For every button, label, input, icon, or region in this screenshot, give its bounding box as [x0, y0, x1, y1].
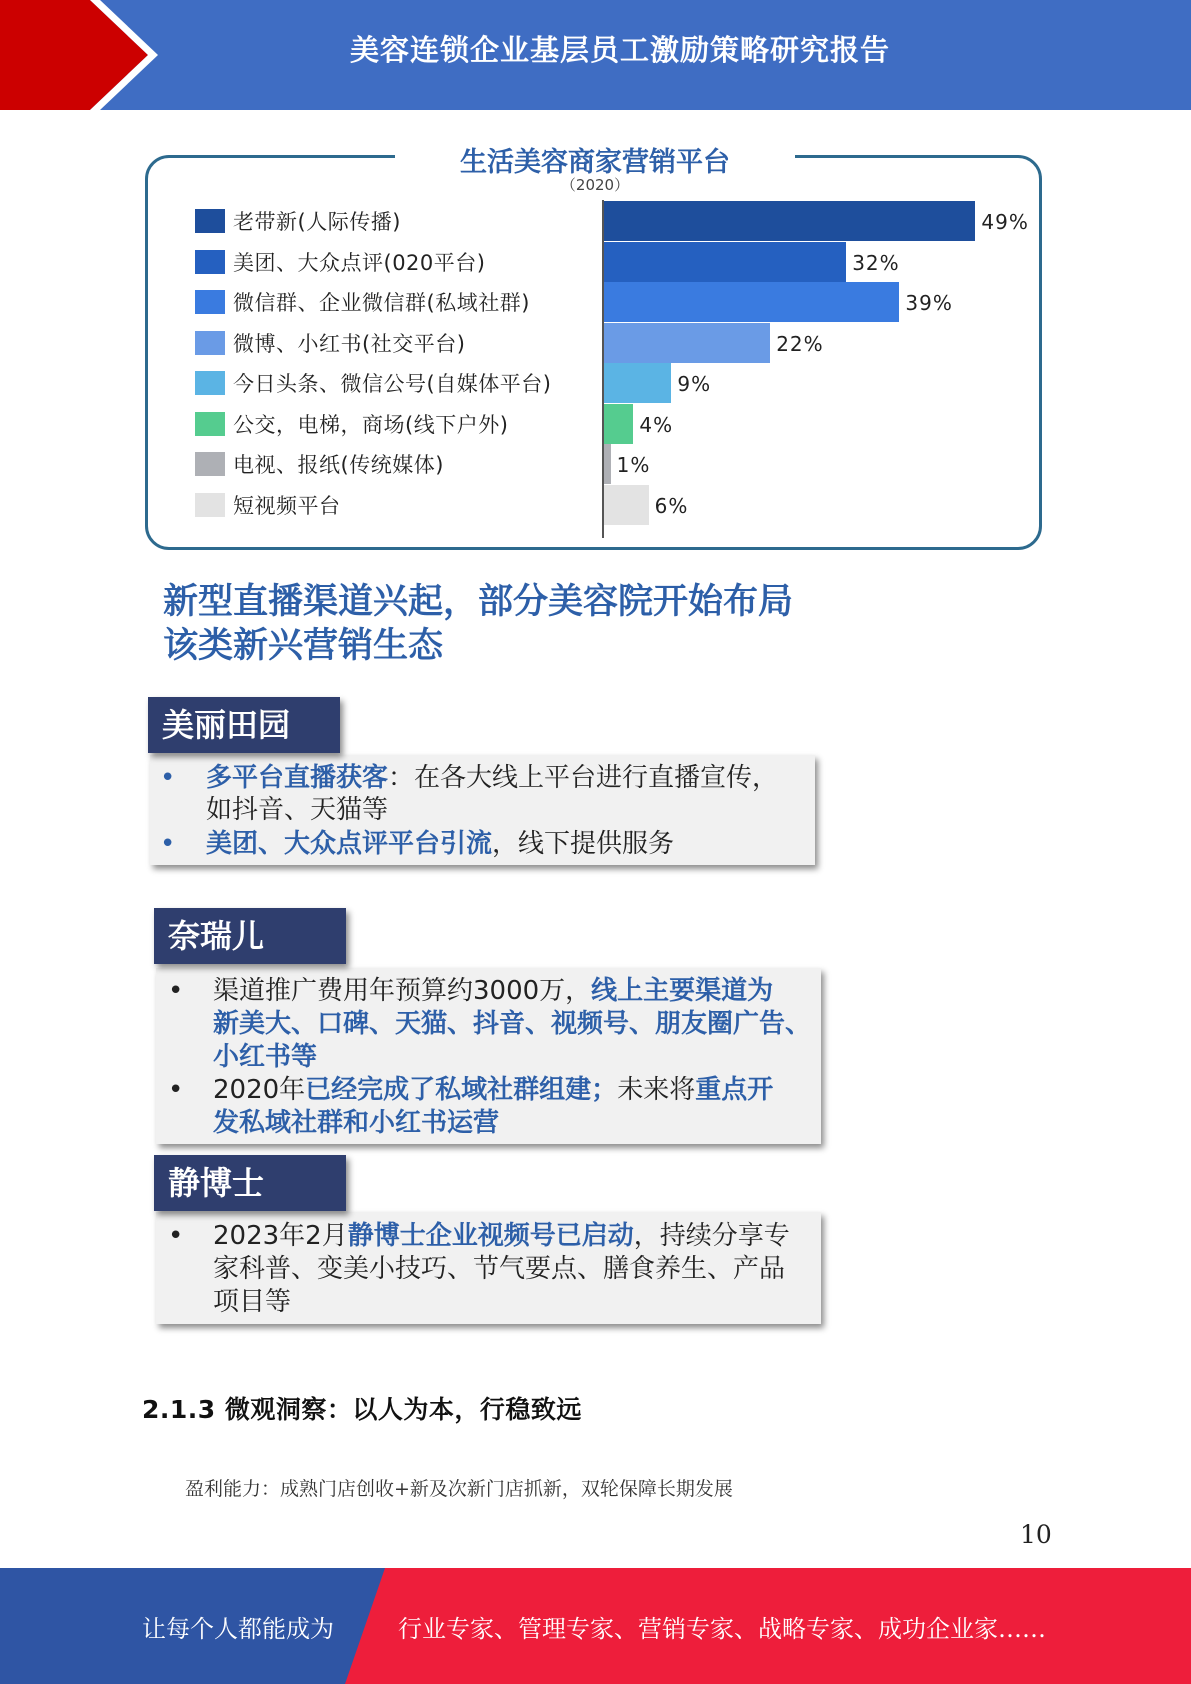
- legend-item: [195, 492, 341, 518]
- bar-value-label: 49%: [981, 210, 1029, 234]
- bar-value-label: 32%: [852, 250, 900, 275]
- bar-value-label: 22%: [776, 331, 824, 356]
- bullet-item-continued: 项目等: [213, 1287, 292, 1317]
- chart-bar: [603, 363, 671, 403]
- legend-label: 微博、小红书(社交平台): [233, 331, 466, 356]
- headline: [163, 580, 793, 668]
- bullet-item-continued: 如抖音、天猫等: [206, 795, 389, 825]
- legend-label: 老带新(人际传播): [233, 210, 401, 234]
- report-title: 美容连锁企业基层员工激励策略研究报告: [349, 33, 890, 67]
- legend-swatch: [195, 290, 225, 314]
- page-number: 10: [1020, 1520, 1052, 1549]
- bar-value-label: 6%: [654, 493, 689, 518]
- legend-swatch: [195, 209, 225, 233]
- legend-swatch: [195, 452, 225, 476]
- legend-label: 电视、报纸(传统媒体): [233, 453, 444, 477]
- company-tag-nairuier: 奈瑞儿: [154, 908, 346, 964]
- bullet-item-continued: 小红书等: [213, 1042, 318, 1072]
- legend-item: [195, 451, 444, 477]
- legend-item: [195, 411, 508, 437]
- legend-label: 短视频平台: [233, 493, 341, 518]
- legend-label: 美团、大众点评(020平台): [233, 250, 486, 275]
- footer-slogan-right: 行业专家、管理专家、营销专家、战略专家、成功企业家……: [398, 1615, 1046, 1643]
- legend-item: [195, 208, 401, 234]
- chart-bar: [603, 201, 975, 241]
- section-heading: 2.1.3 微观洞察：以人为本，行稳致远: [142, 1395, 582, 1424]
- company-tag-jingboshi: 静博士: [154, 1155, 346, 1211]
- legend-label: 微信群、企业微信群(私域社群): [233, 291, 530, 315]
- bar-value-label: 39%: [905, 291, 953, 315]
- legend-item: [195, 289, 530, 315]
- legend-item: [195, 370, 551, 396]
- chart-title: 生活美容商家营销平台: [395, 140, 795, 180]
- bullet-item-continued: 家科普、变美小技巧、节气要点、膳食养生、产品: [213, 1254, 786, 1284]
- legend-label: 今日头条、微信公号(自媒体平台): [233, 372, 552, 396]
- headline-line-2: 该类新兴营销生态: [163, 626, 444, 666]
- chart-bar: [603, 323, 770, 363]
- chart-axis: [602, 200, 604, 538]
- bullet-item-continued: 发私域社群和小红书运营: [213, 1108, 500, 1138]
- legend-swatch: [195, 371, 225, 395]
- company-tag-meilitianyuan: 美丽田园: [148, 697, 340, 753]
- footer-banner: [0, 1568, 1191, 1684]
- chart-bar: [603, 242, 846, 282]
- chart-bar: [603, 404, 633, 444]
- legend-swatch: [195, 250, 225, 274]
- legend-swatch: [195, 493, 225, 517]
- chart-bar: [603, 444, 611, 484]
- bar-value-label: 9%: [677, 372, 712, 396]
- bar-value-label: 4%: [639, 412, 674, 437]
- legend-item: [195, 330, 465, 356]
- chart-bar: [603, 282, 899, 322]
- headline-line-1: 新型直播渠道兴起，部分美容院开始布局: [163, 582, 794, 622]
- legend-swatch: [195, 331, 225, 355]
- bullet-item-continued: 新美大、口碑、天猫、抖音、视频号、朋友圈广告、: [213, 1009, 812, 1039]
- legend-swatch: [195, 412, 225, 436]
- chart-bar: [603, 485, 649, 525]
- chart-subtitle: （2020）: [560, 176, 630, 194]
- bar-value-label: 1%: [616, 453, 651, 477]
- body-paragraph: 盈利能力：成熟门店创收+新及次新门店抓新，双轮保障长期发展: [185, 1478, 733, 1500]
- legend-item: [195, 249, 485, 275]
- footer-slogan-left: 让每个人都能成为: [142, 1615, 334, 1643]
- header-banner: [0, 0, 1191, 110]
- legend-label: 公交，电梯，商场(线下户外): [233, 412, 509, 437]
